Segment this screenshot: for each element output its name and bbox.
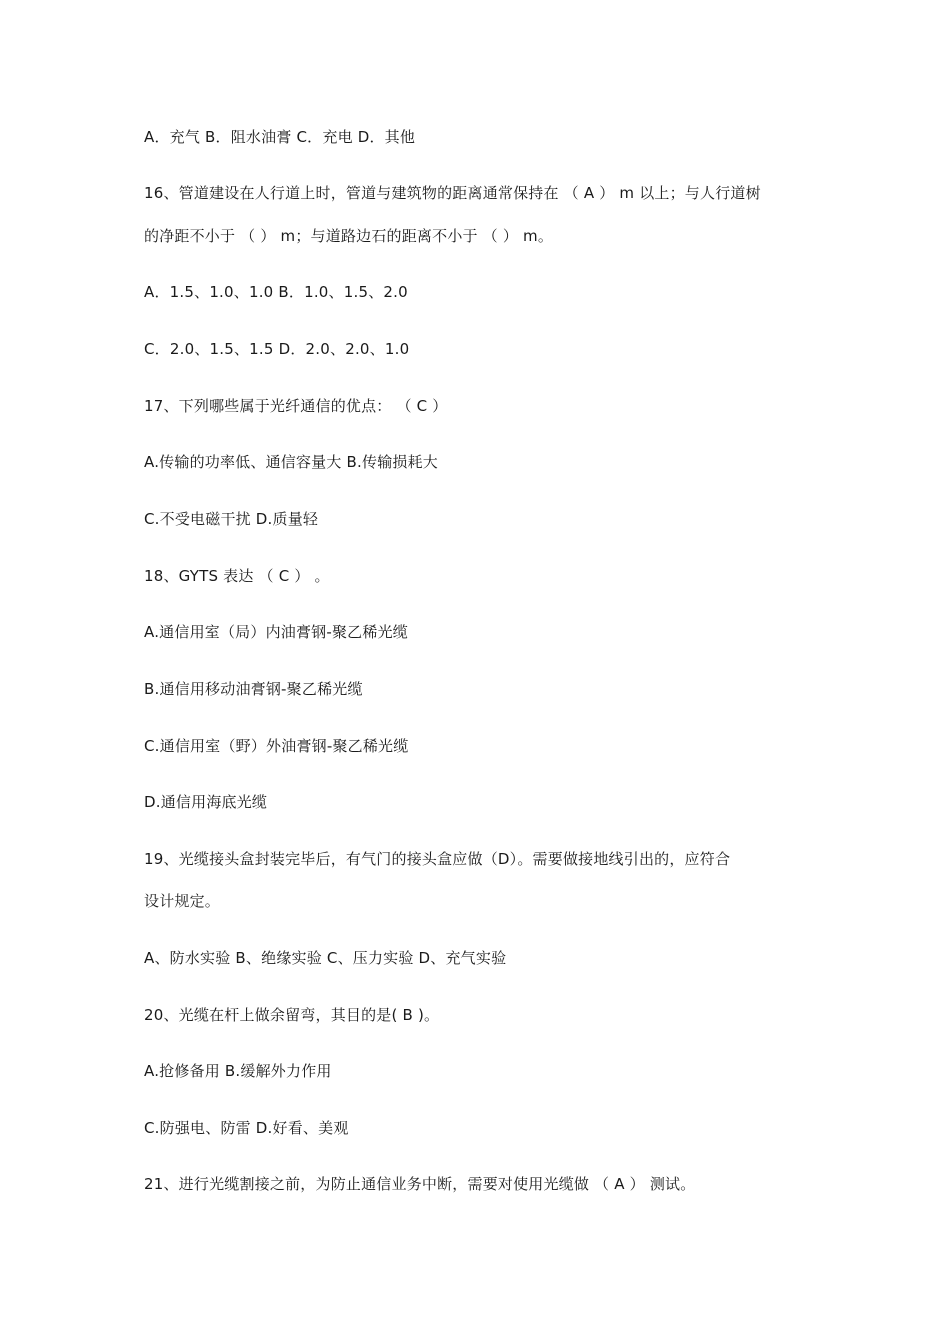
option-q18-b: B.通信用移动油膏钢-聚乙稀光缆 [144, 680, 363, 698]
question-19-line-2: 设计规定。 [144, 892, 221, 910]
option-q18-c: C.通信用室（野）外油膏钢-聚乙稀光缆 [144, 737, 409, 755]
question-20: 20、光缆在杆上做余留弯，其目的是( B )。 [144, 1006, 440, 1024]
option-line-q20-ab: A.抢修备用 B.缓解外力作用 [144, 1062, 332, 1080]
question-18: 18、GYTS 表达 （ C ） 。 [144, 567, 330, 585]
option-line-q16-cd: C．2.0、1.5、1.5 D．2.0、2.0、1.0 [144, 340, 410, 358]
option-line-q17-ab: A.传输的功率低、通信容量大 B.传输损耗大 [144, 453, 438, 471]
question-16-line-1: 16、管道建设在人行道上时，管道与建筑物的距离通常保持在 （ A ） m 以上；与人行道树 [144, 184, 761, 202]
option-line-q17-cd: C.不受电磁干扰 D.质量轻 [144, 510, 319, 528]
question-19-line-1: 19、光缆接头盒封装完毕后，有气门的接头盒应做（D）。需要做接地线引出的，应符合 [144, 850, 731, 868]
option-q18-a: A.通信用室（局）内油膏钢-聚乙稀光缆 [144, 623, 408, 641]
option-line-q20-cd: C.防强电、防雷 D.好看、美观 [144, 1119, 349, 1137]
option-line-q16-ab: A．1.5、1.0、1.0 B．1.0、1.5、2.0 [144, 283, 408, 301]
option-q18-d: D.通信用海底光缆 [144, 793, 268, 811]
question-21: 21、进行光缆割接之前，为防止通信业务中断，需要对使用光缆做 （ A ） 测试。 [144, 1175, 696, 1193]
question-17: 17、下列哪些属于光纤通信的优点： （ C ） [144, 397, 448, 415]
question-16-line-2: 的净距不小于 （ ） m；与道路边石的距离不小于 （ ） m。 [144, 227, 554, 245]
option-line-q15: A．充气 B．阻水油膏 C．充电 D．其他 [144, 128, 416, 146]
option-line-q19: A、防水实验 B、绝缘实验 C、压力实验 D、充气实验 [144, 949, 507, 967]
